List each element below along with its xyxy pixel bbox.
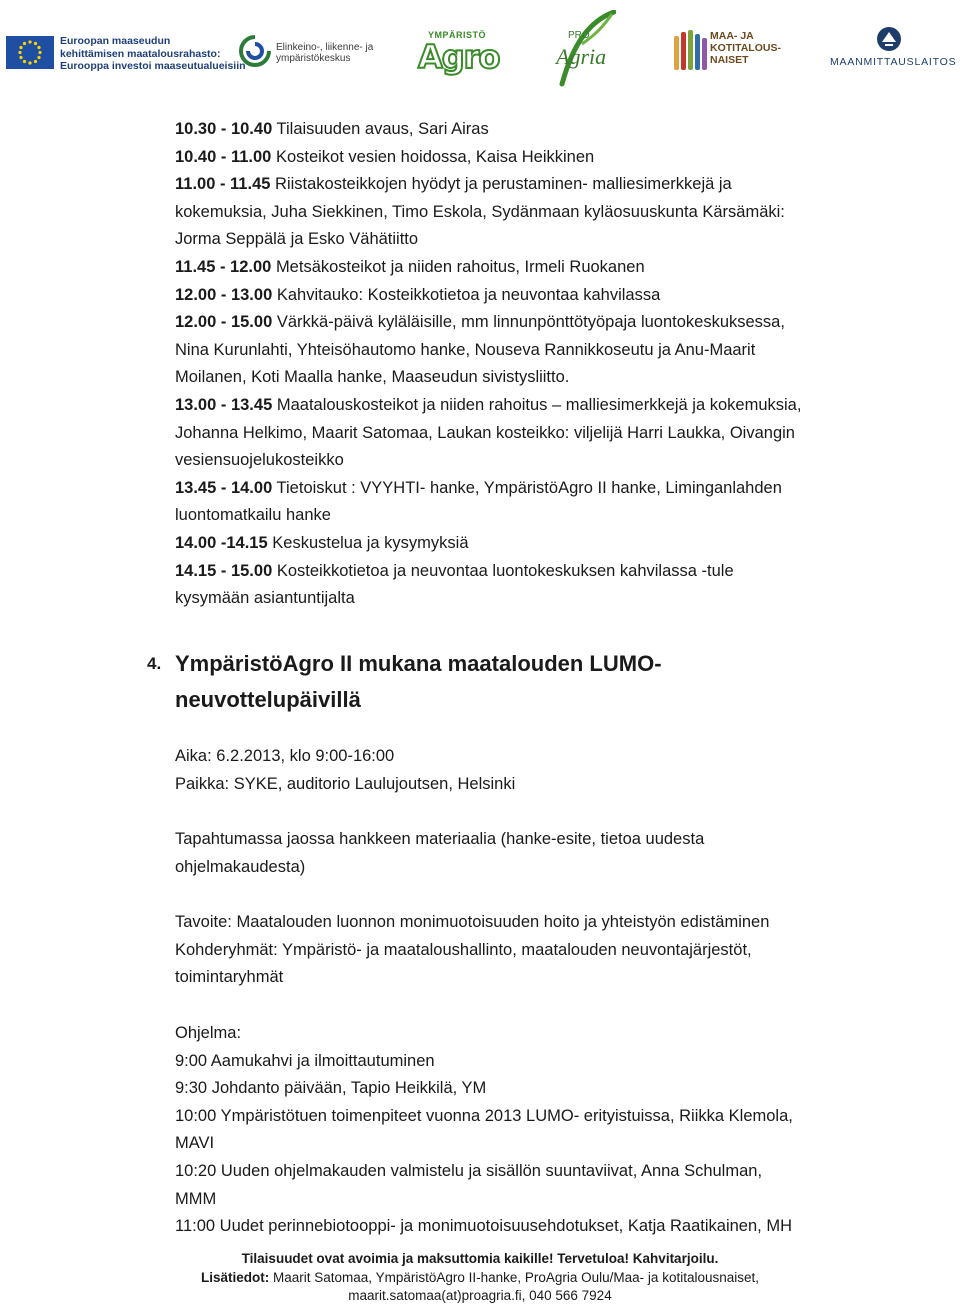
eu-text-line: Euroopan maaseudun [60, 35, 171, 47]
schedule-time: 14.15 - 15.00 [175, 561, 273, 580]
eu-flag-icon [6, 36, 54, 69]
schedule-list [175, 116, 895, 613]
schedule-line [175, 116, 895, 144]
section-title [175, 646, 662, 718]
info-line: Tapahtumassa jaossa hankkeen materiaalia (hanke-esite, tietoa uudesta [175, 830, 705, 848]
maa-ja-kotitalousnaiset-logo [672, 26, 784, 78]
people-figures-icon [672, 26, 708, 74]
schedule-time: 14.00 -14.15 [175, 533, 268, 552]
schedule-time: 13.00 - 13.45 [175, 395, 273, 414]
schedule-line [175, 585, 895, 613]
schedule-text: Maatalouskosteikot ja niiden rahoitus – malliesimerkkejä ja kokemuksia, [276, 395, 802, 414]
ymparistoagro-logo [418, 30, 504, 76]
schedule-time: 13.45 - 14.00 [175, 478, 273, 497]
proagria-word: Agria [556, 44, 607, 69]
schedule-time: 12.00 - 15.00 [175, 313, 273, 332]
schedule-text: Johanna Helkimo, Maarit Satomaa, Laukan kosteikko: viljelijä Harri Laukka, Oivangin [175, 423, 795, 442]
eu-text-line: Eurooppa investoi maaseutualueisiin [60, 60, 246, 72]
schedule-text: Moilanen, Koti Maalla hanke, Maaseudun sivistysliitto. [175, 368, 570, 387]
proagria-logo [552, 10, 616, 90]
section-title-line: YmpäristöAgro II mukana maatalouden LUMO- [175, 651, 662, 676]
schedule-time: 11.45 - 12.00 [175, 257, 272, 276]
footer-invitation: Tilaisuudet ovat avoimia ja maksuttomia kaikille! Tervetuloa! Kahvitarjoilu. [241, 1251, 719, 1266]
section-title-line: neuvottelupäivillä [175, 687, 361, 712]
goal-line: Tavoite: Maatalouden luonnon monimuotoisuuden hoito ja yhteistyön edistäminen [175, 913, 770, 931]
event-goals [175, 909, 895, 992]
footer-email-phone: maarit.satomaa(at)proagria.fi, 040 566 7924 [348, 1288, 612, 1303]
eu-logo-text [60, 35, 246, 73]
schedule-text: Kahvitauko: Kosteikkotietoa ja neuvontaa kahvilassa [276, 285, 661, 304]
schedule-line [175, 144, 895, 172]
mml-mark-icon [876, 26, 902, 52]
schedule-text: Nina Kurunlahti, Yhteisöhautomo hanke, Nouseva Rannikkoseutu ja Anu-Maarit [175, 340, 756, 359]
schedule-line [175, 364, 895, 392]
schedule-time: 10.40 - 11.00 [175, 147, 272, 166]
program-item: 11:00 Uudet perinnebiotooppi- ja monimuotoisuusehdotukset, Katja Raatikainen, MH [175, 1217, 792, 1236]
schedule-line [175, 199, 895, 227]
eu-text-line: kehittämisen maatalousrahasto: [60, 47, 221, 60]
program-item: 9:00 Aamukahvi ja ilmoittautuminen [175, 1051, 435, 1070]
schedule-line [175, 392, 895, 420]
ymparistoagro-top-text: YMPÄRISTÖ [428, 30, 487, 40]
ely-logo [238, 34, 378, 74]
event-place: Paikka: SYKE, auditorio Laulujoutsen, Helsinki [175, 774, 516, 793]
section-number: 4. [147, 654, 162, 673]
schedule-time: 10.30 - 10.40 [175, 120, 273, 138]
schedule-text: Metsäkosteikot ja niiden rahoitus, Irmeli Ruokanen [275, 257, 645, 276]
schedule-text: vesiensuojelukosteikko [175, 451, 344, 470]
schedule-text: Värkkä-päivä kyläläisille, mm linnunpönttötyöpaja luontokeskuksessa, [276, 313, 785, 332]
ely-text-line: ympäristökeskus [276, 53, 351, 64]
schedule-line [175, 530, 895, 558]
program-item: MMM [175, 1189, 217, 1208]
program-item: 10:00 Ympäristötuen toimenpiteet vuonna 2013 LUMO- erityistuissa, Riikka Klemola, [175, 1106, 793, 1125]
footer-contact-label: Lisätiedot: [201, 1269, 270, 1285]
schedule-text: Tietoiskut : VYYHTI- hanke, YmpäristöAgro II hanke, Liminganlahden [276, 478, 782, 497]
schedule-text: Tilaisuuden avaus, Sari Airas [276, 120, 489, 138]
eu-logo [6, 34, 246, 76]
schedule-text: luontomatkailu hanke [175, 506, 331, 525]
schedule-text: Jorma Seppälä ja Esko Vähätiitto [175, 230, 419, 249]
schedule-text: Kosteikkotietoa ja neuvontaa luontokeskuksen kahvilassa -tule [276, 561, 734, 580]
schedule-line [175, 558, 895, 586]
schedule-time: 12.00 - 13.00 [175, 285, 273, 304]
schedule-text: Riistakosteikkojen hyödyt ja perustaminen- malliesimerkkejä ja [275, 175, 732, 194]
schedule-line [175, 309, 895, 337]
schedule-line [175, 282, 895, 310]
program-item: MAVI [175, 1134, 215, 1153]
schedule-text: Keskustelua ja kysymyksiä [272, 533, 469, 552]
ely-text-line: Elinkeino-, liikenne- ja [276, 42, 374, 53]
maanmittauslaitos-logo [826, 26, 958, 72]
ely-mark-icon [238, 34, 272, 68]
target-groups-line: Kohderyhmät: Ympäristö- ja maataloushallinto, maatalouden neuvontajärjestöt, [175, 940, 752, 959]
event-details [175, 743, 895, 798]
event-info [175, 826, 895, 881]
schedule-line [175, 226, 895, 254]
schedule-line [175, 171, 895, 199]
program-item: 10:20 Uuden ohjelmakauden valmistelu ja sisällön suuntaviivat, Anna Schulman, [175, 1161, 763, 1180]
schedule-time: 11.00 - 11.45 [175, 175, 271, 194]
ymparistoagro-word: Agro [418, 38, 500, 76]
footer-contact: Maarit Satomaa, YmpäristöAgro II-hanke, ProAgria Oulu/Maa- ja kotitalousnaiset, [269, 1269, 759, 1285]
proagria-pro-text: PRO [568, 30, 590, 41]
schedule-line [175, 254, 895, 282]
target-groups-line: toimintaryhmät [175, 968, 284, 987]
maa-ja-kotitalousnaiset-text: MAA- JA KOTITALOUS- NAISET [710, 30, 781, 66]
schedule-line [175, 420, 895, 448]
program-list [175, 1020, 895, 1241]
maanmittauslaitos-text: MAANMITTAUSLAITOS [830, 56, 957, 68]
event-time: Aika: 6.2.2013, klo 9:00-16:00 [175, 747, 395, 765]
schedule-text: kokemuksia, Juha Siekkinen, Timo Eskola, Sydänmaan kyläosuuskunta Kärsämäki: [175, 202, 785, 221]
program-item: 9:30 Johdanto päivään, Tapio Heikkilä, YM [175, 1079, 487, 1098]
footer [0, 1250, 960, 1306]
info-line: ohjelmakaudesta) [175, 857, 306, 876]
schedule-line [175, 337, 895, 365]
schedule-text: kysymään asiantuntijalta [175, 589, 355, 608]
schedule-line [175, 475, 895, 503]
schedule-text: Kosteikot vesien hoidossa, Kaisa Heikkinen [275, 147, 595, 166]
ely-logo-text [276, 42, 373, 64]
schedule-line [175, 502, 895, 530]
schedule-line [175, 447, 895, 475]
program-label: Ohjelma: [175, 1024, 242, 1042]
